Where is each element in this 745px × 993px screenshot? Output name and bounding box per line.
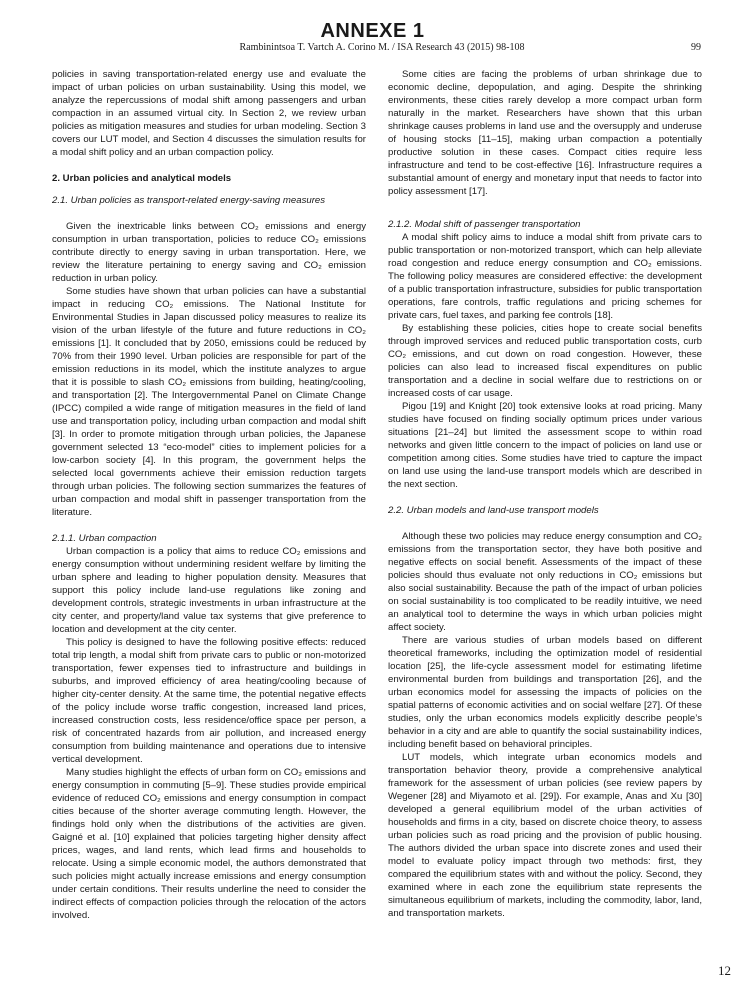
annexe-title: ANNEXE 1 bbox=[320, 20, 425, 42]
paragraph: Pigou [19] and Knight [20] took extensive looks at road pricing. Many studies have focused on finding socially optimum prices under various situations [21–24] but limited the assessment scope to within road networks and given little concern to the impact of policies on land use or competition among cities. Some studies have tried to capture the impact on land use using the land-use transport models which are described in the next section. bbox=[388, 401, 702, 490]
paragraph: By establishing these policies, cities hope to create social benefits through improved services and reduced public transportation costs, curb CO₂ emissions, and cut down on road congestion. However, these policies can also lead to increased fiscal expenditures on public transportation and a decline in social welfare due to restrictions on or increased costs of car usage. bbox=[388, 323, 702, 399]
running-header: Rambinintsoa T. Vartch A. Corino M. / ISA Research 43 (2015) 98-108 bbox=[239, 42, 525, 53]
paragraph: Although these two policies may reduce energy consumption and CO₂ emissions from the transportation sector, they have both positive and negative effects on social benefit. Assessments of the impact of these policies should thus evaluate not only reductions in CO₂ emissions but also social sustainability. Because the path of the impact of urban policies on social sustainability is too complicated to be readily intuitive, we need an analytical tool to determine the ways in which urban policies might affect society. bbox=[388, 531, 702, 633]
section-2-1-heading: 2.1. Urban policies as transport-related energy-saving measures bbox=[52, 195, 326, 206]
paragraph: Given the inextricable links between CO₂ emissions and energy consumption in urban transportation, policies to reduce CO₂ emissions contribute directly to energy saving in urban transportation. Here, we review the literature pertaining to energy saving and CO₂ emission reduction in urban policy. bbox=[52, 221, 366, 284]
paragraph: There are various studies of urban models based on different theoretical frameworks, including the optimization model of residential location [25], the life-cycle assessment model for estimating lifetime environmental burden from buildings and transportation [26], and the urban economics model for assessing the impacts of policies on the spatial patterns of economic activities and on social welfare [27]. Of these studies, only the urban economics models explicitly describe people’s behavior in a city and are able to quantify the social sustainability indices, including benefit based on behavioral principles. bbox=[388, 635, 702, 750]
section-2-heading: 2. Urban policies and analytical models bbox=[52, 173, 232, 184]
section-2-1-2-heading: 2.1.2. Modal shift of passenger transportation bbox=[388, 219, 581, 230]
annexe-page-number: 12 bbox=[718, 963, 731, 978]
paragraph: Some cities are facing the problems of urban shrinkage due to economic decline, depopulation, and aging. Despite the shrinking environments, these cities rarely develop a more compact urban form naturally in the market. Researchers have shown that this urban shrinkage causes problems in land use and the oversupply and underuse of housing stocks [11–15], making urban compaction a potentially productive solution in these cases. Compact cities require less infrastructure and tend to be cost-effective [16]. Infrastructure requires a substantial amount of energy and monetary input that needs to factor into policy assessment [17]. bbox=[388, 69, 702, 197]
section-2-1-1-heading: 2.1.1. Urban compaction bbox=[52, 533, 157, 544]
right-column bbox=[388, 68, 702, 920]
paragraph: A modal shift policy aims to induce a modal shift from private cars to public transportation or non-motorized transport, which can help alleviate road congestion and reduce energy consumption and CO₂ emissions. The following policy measures are considered effective: the development of a public transportation infrastructure, subsidies for public transportation operations, fare controls, traffic regulations and pricing schemes for private cars, fuel taxes, and parking fee controls [18]. bbox=[388, 232, 702, 321]
left-column bbox=[52, 68, 366, 922]
paragraph: Many studies highlight the effects of urban form on CO₂ emissions and energy consumption in commuting [5–9]. These studies provide empirical evidence of reduced CO₂ emissions and energy consumption in compact cities because of the shorter average commuting length. However, the findings hold only when the distributions of the activities are given. Gaigné et al. [10] explained that policies targeting higher density affect prices, wages, and land rents, which lead firms and households to relocate. Using a simple economic model, the authors demonstrated that such policies might actually increase emissions and energy consumption under certain conditions. Their results underline the need to consider the indirect effects of compaction policies through the relocation of the actors involved. bbox=[52, 767, 366, 921]
paragraph: This policy is designed to have the following positive effects: reduced total trip length, a modal shift from private cars to public or non-motorized transportation, fewer expenses tied to infrastructure and buildings in suburbs, and improved efficiency of area heating/cooling because of higher city-center density. At the same time, the potential negative effects of the policy include worse traffic congestion, increased land prices, increased construction costs, less residence/office space per person, a risk of concentrated hazards from air pollution, and increased energy consumption from building maintenance and operations due to intensive vertical development. bbox=[52, 637, 366, 765]
paragraph: Some studies have shown that urban policies can have a substantial impact in reducing CO₂ emissions. The National Institute for Environmental Studies in Japan discussed policy measures to realize its vision of the urban lifestyle of the future and future reductions in CO₂ emissions [1]. It concluded that by 2050, emissions could be reduced by 70% from their 1990 level. Urban policies are responsible for part of the emission reductions in its model, which the institute analyzes to argue that it is possible to slash CO₂ emissions from building, heating/cooling, and transportation [2]. The Intergovernmental Panel on Climate Change (IPCC) compiled a wide range of mitigation measures in the field of land use and transportation policy, including urban compaction and modal shift [3]. In order to promote mitigation through urban policies, the Japanese government selected 13 “eco-model” cities to implement policies for a low-carbon society [4]. In this program, the government helps the selected local governments achieve their emission reduction targets through urban policies. The following section summarizes the features of urban compaction and modal shift in passenger transportation from the literature. bbox=[52, 286, 366, 518]
intro-paragraph-end: policies in saving transportation-related energy use and evaluate the impact of urban policies on urban sustainability. Using this model, we analyze the repercussions of modal shift among passengers and urban compaction in an assumed virtual city. In Section 2, we review urban policies as mitigation measures and studies for urban modeling. Section 3 covers our LUT model, and Section 4 discusses the simulation results for a modal shift policy and an urban compaction policy. bbox=[52, 69, 366, 158]
paragraph: Urban compaction is a policy that aims to reduce CO₂ emissions and energy consumption without undermining resident welfare by limiting the urban sphere and leading to higher population density. Measures that support this policy include land-use regulations like zoning and development controls, strategic investments in urban infrastructure at the city center, and property/land value tax systems that give preference to location and development at the city center. bbox=[52, 546, 366, 635]
paragraph: LUT models, which integrate urban economics models and transportation behavior theory, provide a comprehensive analytical framework for the assessment of urban policies (see review papers by Wegener [28] and Miyamoto et al. [29]). For example, Anas and Xu [30] developed a general equilibrium model of the urban activities of households and firms in a city, based on discrete choice theory, to assess urban policies such as road pricing and the provision of public housing. The authors divided the urban space into discrete zones and used their model to evaluate policy impact through two methods: first, they compared the equilibrium states with and without the policy. Second, they examined where in each zone the equilibrium state represents the simultaneous equilibrium of markets, including the commodity, labor, land, and transportation markets. bbox=[388, 752, 702, 919]
journal-page-number: 99 bbox=[691, 42, 701, 53]
section-2-2-heading: 2.2. Urban models and land-use transport models bbox=[388, 505, 599, 516]
